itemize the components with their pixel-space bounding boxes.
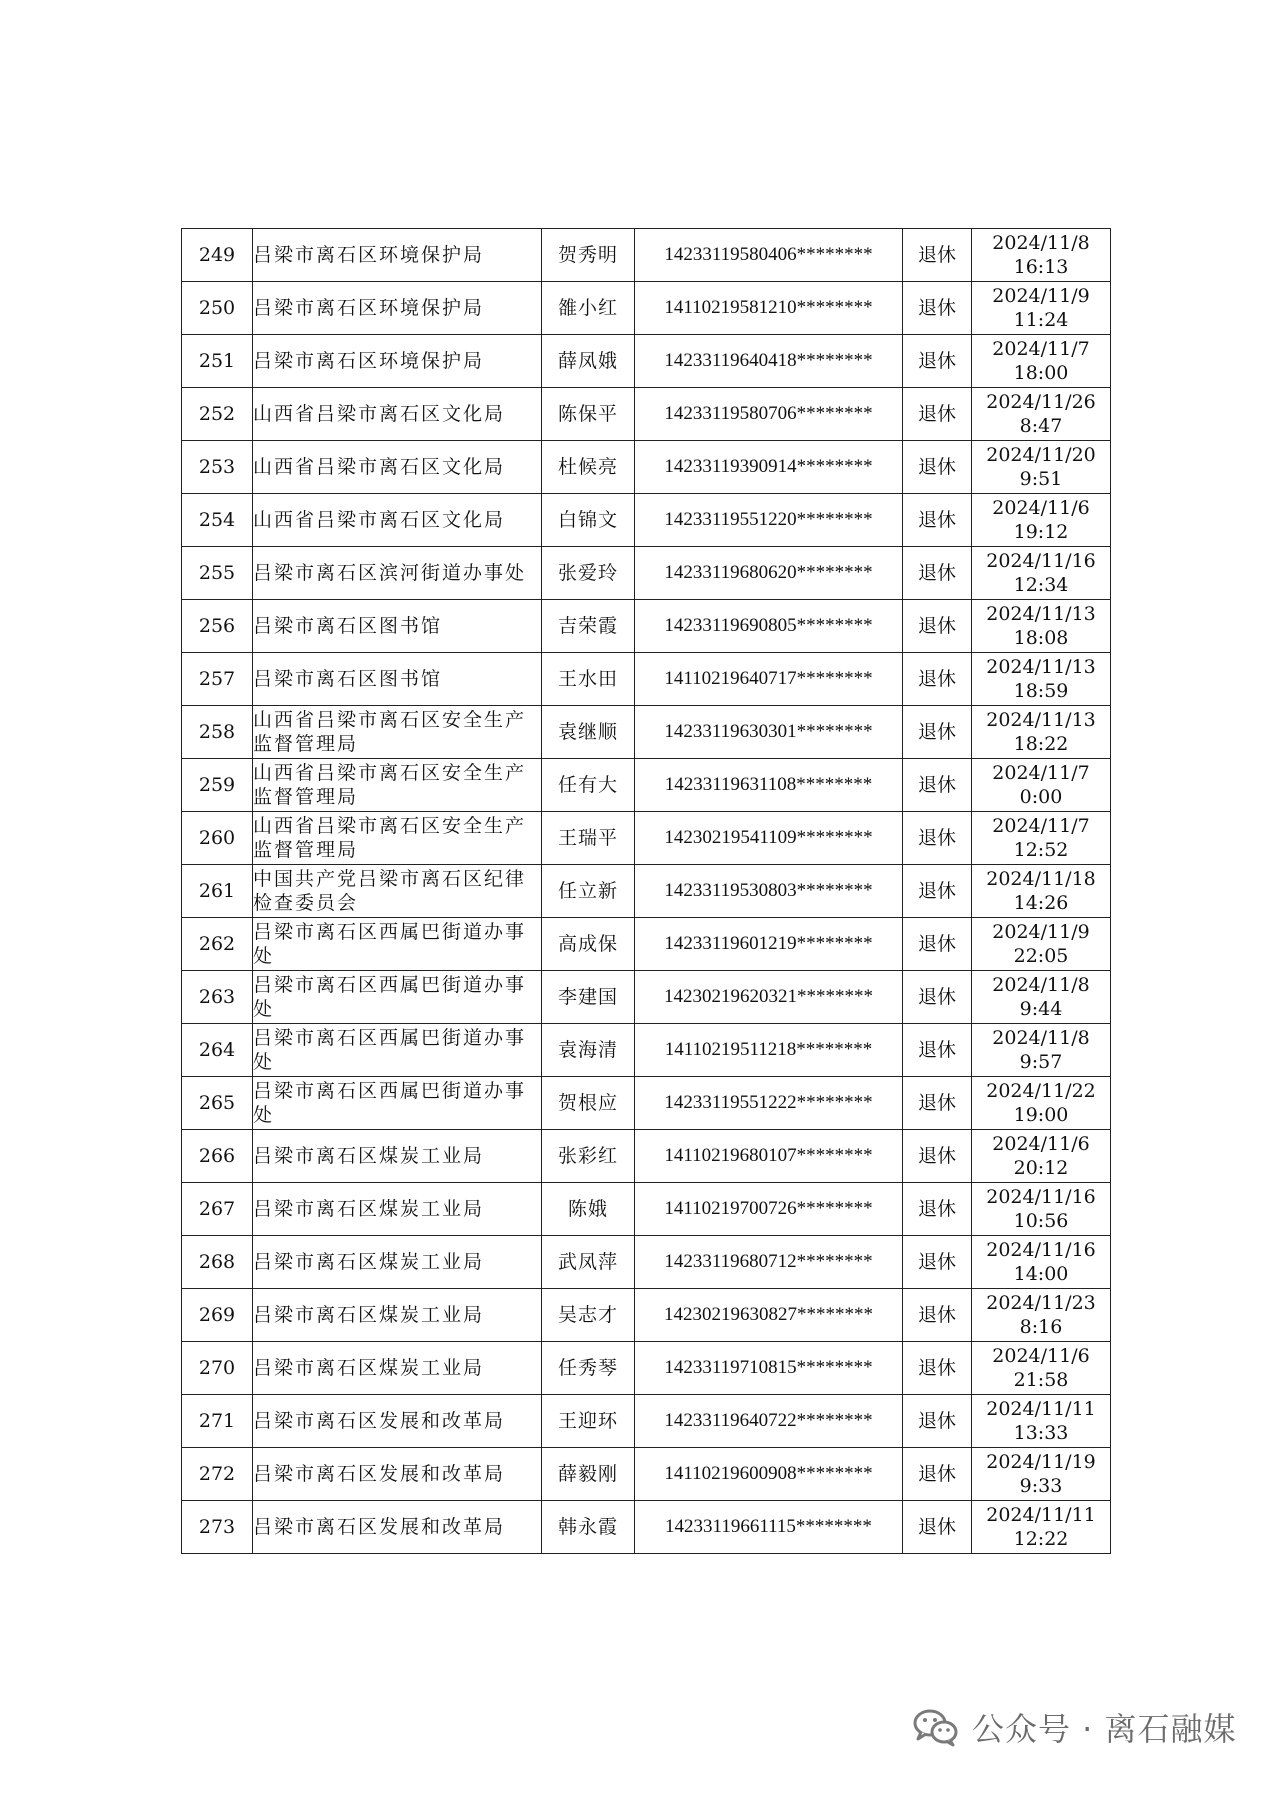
- status-type: 退休: [903, 706, 972, 759]
- row-number: 271: [182, 1395, 253, 1448]
- table-row: [182, 1024, 1111, 1077]
- table-row: [182, 388, 1111, 441]
- records-table-body: [182, 229, 1111, 1554]
- id-number: 14233119580706********: [635, 388, 903, 441]
- table-row: [182, 1448, 1111, 1501]
- datetime-cell: [972, 1236, 1111, 1289]
- status-type: 退休: [903, 653, 972, 706]
- table-row: [182, 706, 1111, 759]
- date-text: 2024/11/8: [992, 232, 1090, 254]
- date-text: 2024/11/16: [986, 550, 1096, 572]
- unit-name: 吕梁市离石区环境保护局: [253, 282, 542, 335]
- datetime-cell: [972, 1395, 1111, 1448]
- unit-name: 吕梁市离石区煤炭工业局: [253, 1130, 542, 1183]
- status-type: 退休: [903, 812, 972, 865]
- table-row: [182, 865, 1111, 918]
- row-number: 259: [182, 759, 253, 812]
- unit-name: 山西省吕梁市离石区文化局: [253, 441, 542, 494]
- table-row: [182, 812, 1111, 865]
- unit-name: 吕梁市离石区西属巴街道办事处: [253, 1024, 542, 1077]
- datetime-cell: [972, 653, 1111, 706]
- id-number: 14233119640722********: [635, 1395, 903, 1448]
- unit-name: 吕梁市离石区西属巴街道办事处: [253, 971, 542, 1024]
- id-number: 14233119630301********: [635, 706, 903, 759]
- status-type: 退休: [903, 1395, 972, 1448]
- table-row: [182, 1342, 1111, 1395]
- person-name: 任秀琴: [542, 1342, 635, 1395]
- time-text: 9:57: [1019, 1051, 1063, 1073]
- unit-name: 吕梁市离石区图书馆: [253, 600, 542, 653]
- time-text: 19:00: [1013, 1104, 1069, 1126]
- date-text: 2024/11/6: [992, 497, 1090, 519]
- time-text: 11:24: [1013, 309, 1069, 331]
- id-number: 14233119640418********: [635, 335, 903, 388]
- date-text: 2024/11/13: [986, 709, 1096, 731]
- datetime-cell: [972, 494, 1111, 547]
- date-text: 2024/11/26: [986, 391, 1096, 413]
- time-text: 14:00: [1013, 1263, 1069, 1285]
- datetime-cell: [972, 918, 1111, 971]
- date-text: 2024/11/6: [992, 1345, 1090, 1367]
- time-text: 12:22: [1013, 1528, 1069, 1550]
- person-name: 王迎环: [542, 1395, 635, 1448]
- status-type: 退休: [903, 229, 972, 282]
- row-number: 249: [182, 229, 253, 282]
- time-text: 0:00: [1019, 786, 1063, 808]
- datetime-cell: [972, 971, 1111, 1024]
- row-number: 267: [182, 1183, 253, 1236]
- person-name: 袁继顺: [542, 706, 635, 759]
- datetime-cell: [972, 812, 1111, 865]
- time-text: 13:33: [1013, 1422, 1069, 1444]
- datetime-cell: [972, 759, 1111, 812]
- row-number: 255: [182, 547, 253, 600]
- unit-name: 吕梁市离石区环境保护局: [253, 229, 542, 282]
- person-name: 袁海清: [542, 1024, 635, 1077]
- table-row: [182, 335, 1111, 388]
- person-name: 李建国: [542, 971, 635, 1024]
- status-type: 退休: [903, 441, 972, 494]
- unit-name: 山西省吕梁市离石区文化局: [253, 388, 542, 441]
- row-number: 256: [182, 600, 253, 653]
- status-type: 退休: [903, 971, 972, 1024]
- row-number: 265: [182, 1077, 253, 1130]
- date-text: 2024/11/22: [986, 1080, 1096, 1102]
- time-text: 9:51: [1019, 468, 1063, 490]
- status-type: 退休: [903, 865, 972, 918]
- row-number: 251: [182, 335, 253, 388]
- row-number: 261: [182, 865, 253, 918]
- datetime-cell: [972, 1130, 1111, 1183]
- unit-name: 吕梁市离石区西属巴街道办事处: [253, 918, 542, 971]
- row-number: 253: [182, 441, 253, 494]
- person-name: 张彩红: [542, 1130, 635, 1183]
- row-number: 258: [182, 706, 253, 759]
- id-number: 14233119680712********: [635, 1236, 903, 1289]
- date-text: 2024/11/18: [986, 868, 1096, 890]
- datetime-cell: [972, 229, 1111, 282]
- unit-name: 吕梁市离石区发展和改革局: [253, 1448, 542, 1501]
- table-row: [182, 1501, 1111, 1554]
- person-name: 雒小红: [542, 282, 635, 335]
- id-number: 14110219600908********: [635, 1448, 903, 1501]
- status-type: 退休: [903, 388, 972, 441]
- row-number: 270: [182, 1342, 253, 1395]
- time-text: 9:44: [1019, 998, 1063, 1020]
- person-name: 武凤萍: [542, 1236, 635, 1289]
- datetime-cell: [972, 706, 1111, 759]
- person-name: 王水田: [542, 653, 635, 706]
- status-type: 退休: [903, 759, 972, 812]
- person-name: 薛凤娥: [542, 335, 635, 388]
- person-name: 高成保: [542, 918, 635, 971]
- unit-name: 吕梁市离石区煤炭工业局: [253, 1289, 542, 1342]
- datetime-cell: [972, 865, 1111, 918]
- table-row: [182, 1077, 1111, 1130]
- person-name: 张爱玲: [542, 547, 635, 600]
- id-number: 14110219511218********: [635, 1024, 903, 1077]
- time-text: 18:00: [1013, 362, 1069, 384]
- unit-name: 山西省吕梁市离石区安全生产监督管理局: [253, 706, 542, 759]
- datetime-cell: [972, 441, 1111, 494]
- id-number: 14233119551222********: [635, 1077, 903, 1130]
- date-text: 2024/11/9: [992, 285, 1090, 307]
- unit-name: 吕梁市离石区发展和改革局: [253, 1501, 542, 1554]
- row-number: 254: [182, 494, 253, 547]
- unit-name: 吕梁市离石区图书馆: [253, 653, 542, 706]
- row-number: 268: [182, 1236, 253, 1289]
- datetime-cell: [972, 335, 1111, 388]
- datetime-cell: [972, 1183, 1111, 1236]
- id-number: 14233119530803********: [635, 865, 903, 918]
- row-number: 272: [182, 1448, 253, 1501]
- status-type: 退休: [903, 1236, 972, 1289]
- unit-name: 吕梁市离石区环境保护局: [253, 335, 542, 388]
- unit-name: 中国共产党吕梁市离石区纪律检查委员会: [253, 865, 542, 918]
- unit-name: 山西省吕梁市离石区安全生产监督管理局: [253, 812, 542, 865]
- id-number: 14110219640717********: [635, 653, 903, 706]
- row-number: 260: [182, 812, 253, 865]
- status-type: 退休: [903, 1289, 972, 1342]
- table-row: [182, 229, 1111, 282]
- id-number: 14233119690805********: [635, 600, 903, 653]
- row-number: 264: [182, 1024, 253, 1077]
- person-name: 贺秀明: [542, 229, 635, 282]
- person-name: 白锦文: [542, 494, 635, 547]
- records-table: [181, 228, 1111, 1554]
- time-text: 22:05: [1013, 945, 1069, 967]
- id-number: 14230219620321********: [635, 971, 903, 1024]
- unit-name: 吕梁市离石区煤炭工业局: [253, 1342, 542, 1395]
- unit-name: 山西省吕梁市离石区文化局: [253, 494, 542, 547]
- id-number: 14230219541109********: [635, 812, 903, 865]
- date-text: 2024/11/23: [986, 1292, 1096, 1314]
- time-text: 14:26: [1013, 892, 1069, 914]
- id-number: 14233119710815********: [635, 1342, 903, 1395]
- date-text: 2024/11/7: [992, 762, 1090, 784]
- date-text: 2024/11/16: [986, 1186, 1096, 1208]
- date-text: 2024/11/16: [986, 1239, 1096, 1261]
- id-number: 14110219700726********: [635, 1183, 903, 1236]
- person-name: 吴志才: [542, 1289, 635, 1342]
- person-name: 吉荣霞: [542, 600, 635, 653]
- date-text: 2024/11/7: [992, 338, 1090, 360]
- unit-name: 吕梁市离石区发展和改革局: [253, 1395, 542, 1448]
- watermark-text: 公众号 · 离石融媒: [972, 1710, 1237, 1748]
- status-type: 退休: [903, 600, 972, 653]
- row-number: 257: [182, 653, 253, 706]
- person-name: 杜候亮: [542, 441, 635, 494]
- datetime-cell: [972, 1024, 1111, 1077]
- table-row: [182, 547, 1111, 600]
- watermark: [912, 1703, 1237, 1751]
- row-number: 252: [182, 388, 253, 441]
- time-text: 8:47: [1019, 415, 1063, 437]
- id-number: 14233119661115********: [635, 1501, 903, 1554]
- time-text: 16:13: [1013, 256, 1069, 278]
- id-number: 14233119551220********: [635, 494, 903, 547]
- time-text: 18:08: [1013, 627, 1069, 649]
- status-type: 退休: [903, 282, 972, 335]
- status-type: 退休: [903, 1130, 972, 1183]
- row-number: 250: [182, 282, 253, 335]
- person-name: 陈娥: [542, 1183, 635, 1236]
- datetime-cell: [972, 1289, 1111, 1342]
- time-text: 18:22: [1013, 733, 1069, 755]
- person-name: 薛毅刚: [542, 1448, 635, 1501]
- unit-name: 吕梁市离石区西属巴街道办事处: [253, 1077, 542, 1130]
- id-number: 14110219581210********: [635, 282, 903, 335]
- id-number: 14233119680620********: [635, 547, 903, 600]
- datetime-cell: [972, 1448, 1111, 1501]
- date-text: 2024/11/11: [986, 1504, 1096, 1526]
- date-text: 2024/11/6: [992, 1133, 1090, 1155]
- person-name: 任有大: [542, 759, 635, 812]
- date-text: 2024/11/19: [986, 1451, 1096, 1473]
- unit-name: 山西省吕梁市离石区安全生产监督管理局: [253, 759, 542, 812]
- row-number: 263: [182, 971, 253, 1024]
- person-name: 任立新: [542, 865, 635, 918]
- time-text: 21:58: [1013, 1369, 1069, 1391]
- table-row: [182, 600, 1111, 653]
- status-type: 退休: [903, 1342, 972, 1395]
- table-row: [182, 441, 1111, 494]
- table-row: [182, 282, 1111, 335]
- date-text: 2024/11/7: [992, 815, 1090, 837]
- datetime-cell: [972, 600, 1111, 653]
- id-number: 14233119601219********: [635, 918, 903, 971]
- wechat-icon: [912, 1707, 960, 1747]
- time-text: 18:59: [1013, 680, 1069, 702]
- table-row: [182, 1130, 1111, 1183]
- table-row: [182, 653, 1111, 706]
- table-row: [182, 759, 1111, 812]
- date-text: 2024/11/20: [986, 444, 1096, 466]
- time-text: 12:52: [1013, 839, 1069, 861]
- id-number: 14233119390914********: [635, 441, 903, 494]
- time-text: 10:56: [1013, 1210, 1069, 1232]
- status-type: 退休: [903, 1501, 972, 1554]
- unit-name: 吕梁市离石区滨河街道办事处: [253, 547, 542, 600]
- datetime-cell: [972, 1501, 1111, 1554]
- status-type: 退休: [903, 335, 972, 388]
- datetime-cell: [972, 1342, 1111, 1395]
- time-text: 8:16: [1019, 1316, 1063, 1338]
- status-type: 退休: [903, 1024, 972, 1077]
- datetime-cell: [972, 547, 1111, 600]
- status-type: 退休: [903, 547, 972, 600]
- unit-name: 吕梁市离石区煤炭工业局: [253, 1183, 542, 1236]
- date-text: 2024/11/8: [992, 974, 1090, 996]
- table-row: [182, 1236, 1111, 1289]
- time-text: 20:12: [1013, 1157, 1069, 1179]
- person-name: 陈保平: [542, 388, 635, 441]
- row-number: 266: [182, 1130, 253, 1183]
- date-text: 2024/11/8: [992, 1027, 1090, 1049]
- datetime-cell: [972, 388, 1111, 441]
- row-number: 262: [182, 918, 253, 971]
- person-name: 贺根应: [542, 1077, 635, 1130]
- datetime-cell: [972, 282, 1111, 335]
- table-row: [182, 494, 1111, 547]
- date-text: 2024/11/13: [986, 656, 1096, 678]
- person-name: 王瑞平: [542, 812, 635, 865]
- status-type: 退休: [903, 1077, 972, 1130]
- unit-name: 吕梁市离石区煤炭工业局: [253, 1236, 542, 1289]
- row-number: 273: [182, 1501, 253, 1554]
- date-text: 2024/11/13: [986, 603, 1096, 625]
- id-number: 14233119580406********: [635, 229, 903, 282]
- time-text: 9:33: [1019, 1475, 1063, 1497]
- table-row: [182, 918, 1111, 971]
- id-number: 14110219680107********: [635, 1130, 903, 1183]
- status-type: 退休: [903, 1448, 972, 1501]
- table-row: [182, 971, 1111, 1024]
- table-row: [182, 1395, 1111, 1448]
- time-text: 12:34: [1013, 574, 1069, 596]
- datetime-cell: [972, 1077, 1111, 1130]
- table-row: [182, 1183, 1111, 1236]
- status-type: 退休: [903, 494, 972, 547]
- date-text: 2024/11/11: [986, 1398, 1096, 1420]
- status-type: 退休: [903, 1183, 972, 1236]
- status-type: 退休: [903, 918, 972, 971]
- id-number: 14230219630827********: [635, 1289, 903, 1342]
- person-name: 韩永霞: [542, 1501, 635, 1554]
- id-number: 14233119631108********: [635, 759, 903, 812]
- row-number: 269: [182, 1289, 253, 1342]
- date-text: 2024/11/9: [992, 921, 1090, 943]
- table-row: [182, 1289, 1111, 1342]
- time-text: 19:12: [1013, 521, 1069, 543]
